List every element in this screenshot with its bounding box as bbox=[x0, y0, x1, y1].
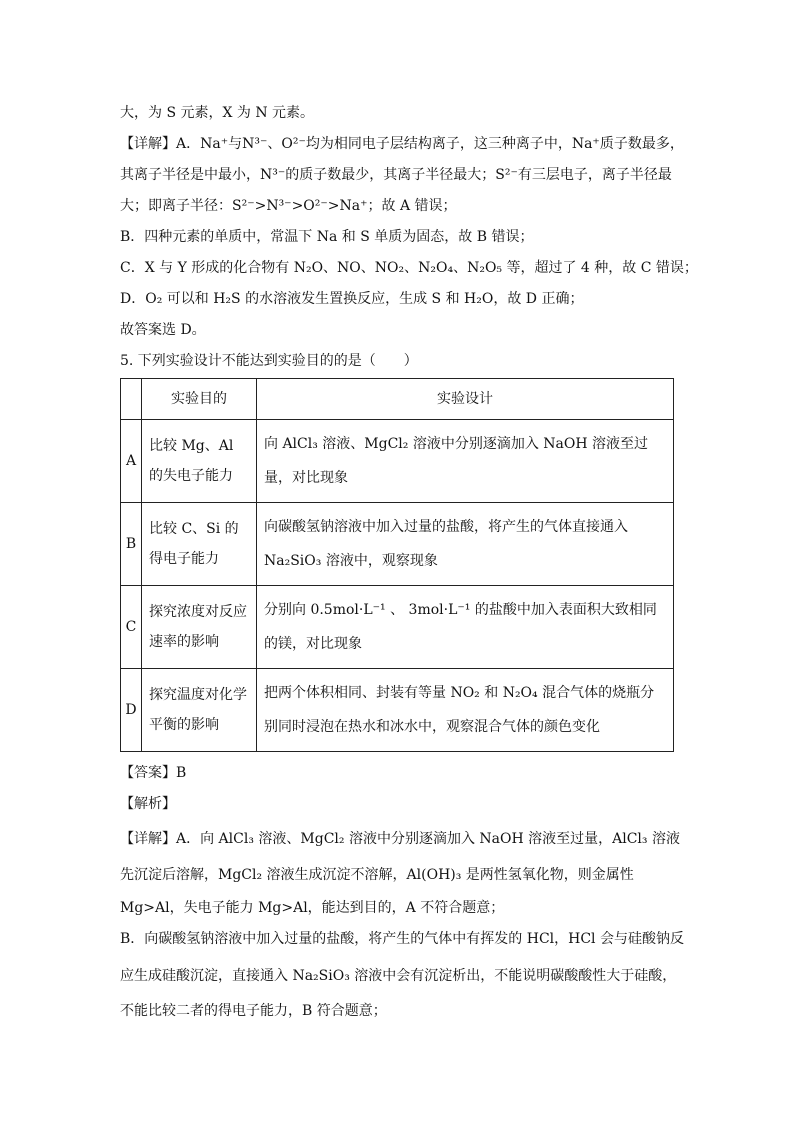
text-line: B．四种元素的单质中，常温下 Na 和 S 单质为固态，故 B 错误； bbox=[120, 229, 534, 245]
goal-cell: 比较 Mg、Al 的失电子能力 bbox=[142, 420, 257, 503]
text-line: C．X 与 Y 形成的化合物有 N₂O、NO、NO₂、N₂O₄、N₂O₅ 等，超过了 4 种，故 C 错误； bbox=[120, 260, 698, 276]
analysis-title: 【解析】 bbox=[120, 796, 176, 812]
design-cell: 向 AlCl₃ 溶液、MgCl₂ 溶液中分别逐滴加入 NaOH 溶液至过量，对比现象 bbox=[257, 420, 674, 503]
text-line: B．向碳酸氢钠溶液中加入过量的盐酸，将产生的气体中有挥发的 HCl，HCl 会与硅酸钠反 bbox=[120, 931, 684, 947]
text-line: D．O₂ 可以和 H₂S 的水溶液发生置换反应，生成 S 和 H₂O，故 D 正确； bbox=[120, 291, 584, 307]
table-row bbox=[121, 503, 674, 586]
text-line: 应生成硅酸沉淀，直接通入 Na₂SiO₃ 溶液中会有沉淀析出，不能说明碳酸酸性大于硅酸， bbox=[120, 968, 677, 984]
option-label: A bbox=[121, 420, 142, 503]
header-design: 实验设计 bbox=[257, 379, 674, 420]
option-label: B bbox=[121, 503, 142, 586]
table-header-row bbox=[121, 379, 674, 420]
text-line: 【详解】A．Na⁺与N³⁻、O²⁻均为相同电子层结构离子，这三种离子中，Na⁺质子数最多， bbox=[120, 136, 684, 152]
header-goal: 实验目的 bbox=[142, 379, 257, 420]
design-cell: 分别向 0.5mol·L⁻¹ 、 3mol·L⁻¹ 的盐酸中加入表面积大致相同的镁，对比现象 bbox=[257, 586, 674, 669]
goal-cell: 探究温度对化学平衡的影响 bbox=[142, 669, 257, 752]
text-line: 【详解】A．向 AlCl₃ 溶液、MgCl₂ 溶液中分别逐滴加入 NaOH 溶液至过量，AlCl₃ 溶液 bbox=[120, 831, 680, 847]
question-stem: 5. 下列实验设计不能达到实验目的的是（ ） bbox=[120, 353, 418, 369]
option-label: C bbox=[121, 586, 142, 669]
answer-line: 【答案】B bbox=[120, 765, 187, 781]
design-cell: 把两个体积相同、封装有等量 NO₂ 和 N₂O₄ 混合气体的烧瓶分别同时浸泡在热水和冰水中，观察混合气体的颜色变化 bbox=[257, 669, 674, 752]
text-line: 先沉淀后溶解，MgCl₂ 溶液生成沉淀不溶解，Al(OH)₃ 是两性氢氧化物，则金属性 bbox=[120, 867, 634, 883]
text-line: 其离子半径是中最小，N³⁻的质子数最少，其离子半径最大；S²⁻有三层电子，离子半径最 bbox=[120, 167, 672, 183]
table-row bbox=[121, 586, 674, 669]
header-option-cell bbox=[121, 379, 142, 420]
option-label: D bbox=[121, 669, 142, 752]
table-row bbox=[121, 420, 674, 503]
text-line: 不能比较二者的得电子能力，B 符合题意； bbox=[120, 1003, 387, 1019]
text-line: Mg>Al，失电子能力 Mg>Al，能达到目的，A 不符合题意； bbox=[120, 900, 505, 916]
goal-cell: 比较 C、Si 的得电子能力 bbox=[142, 503, 257, 586]
design-cell: 向碳酸氢钠溶液中加入过量的盐酸，将产生的气体直接通入 Na₂SiO₃ 溶液中，观察现象 bbox=[257, 503, 674, 586]
goal-cell: 探究浓度对反应速率的影响 bbox=[142, 586, 257, 669]
text-line: 大；即离子半径：S²⁻>N³⁻>O²⁻>Na⁺；故 A 错误； bbox=[120, 198, 457, 214]
table-row bbox=[121, 669, 674, 752]
text-line: 大，为 S 元素，X 为 N 元素。 bbox=[120, 105, 315, 121]
experiment-table bbox=[120, 378, 674, 752]
text-line: 故答案选 D。 bbox=[120, 322, 206, 338]
